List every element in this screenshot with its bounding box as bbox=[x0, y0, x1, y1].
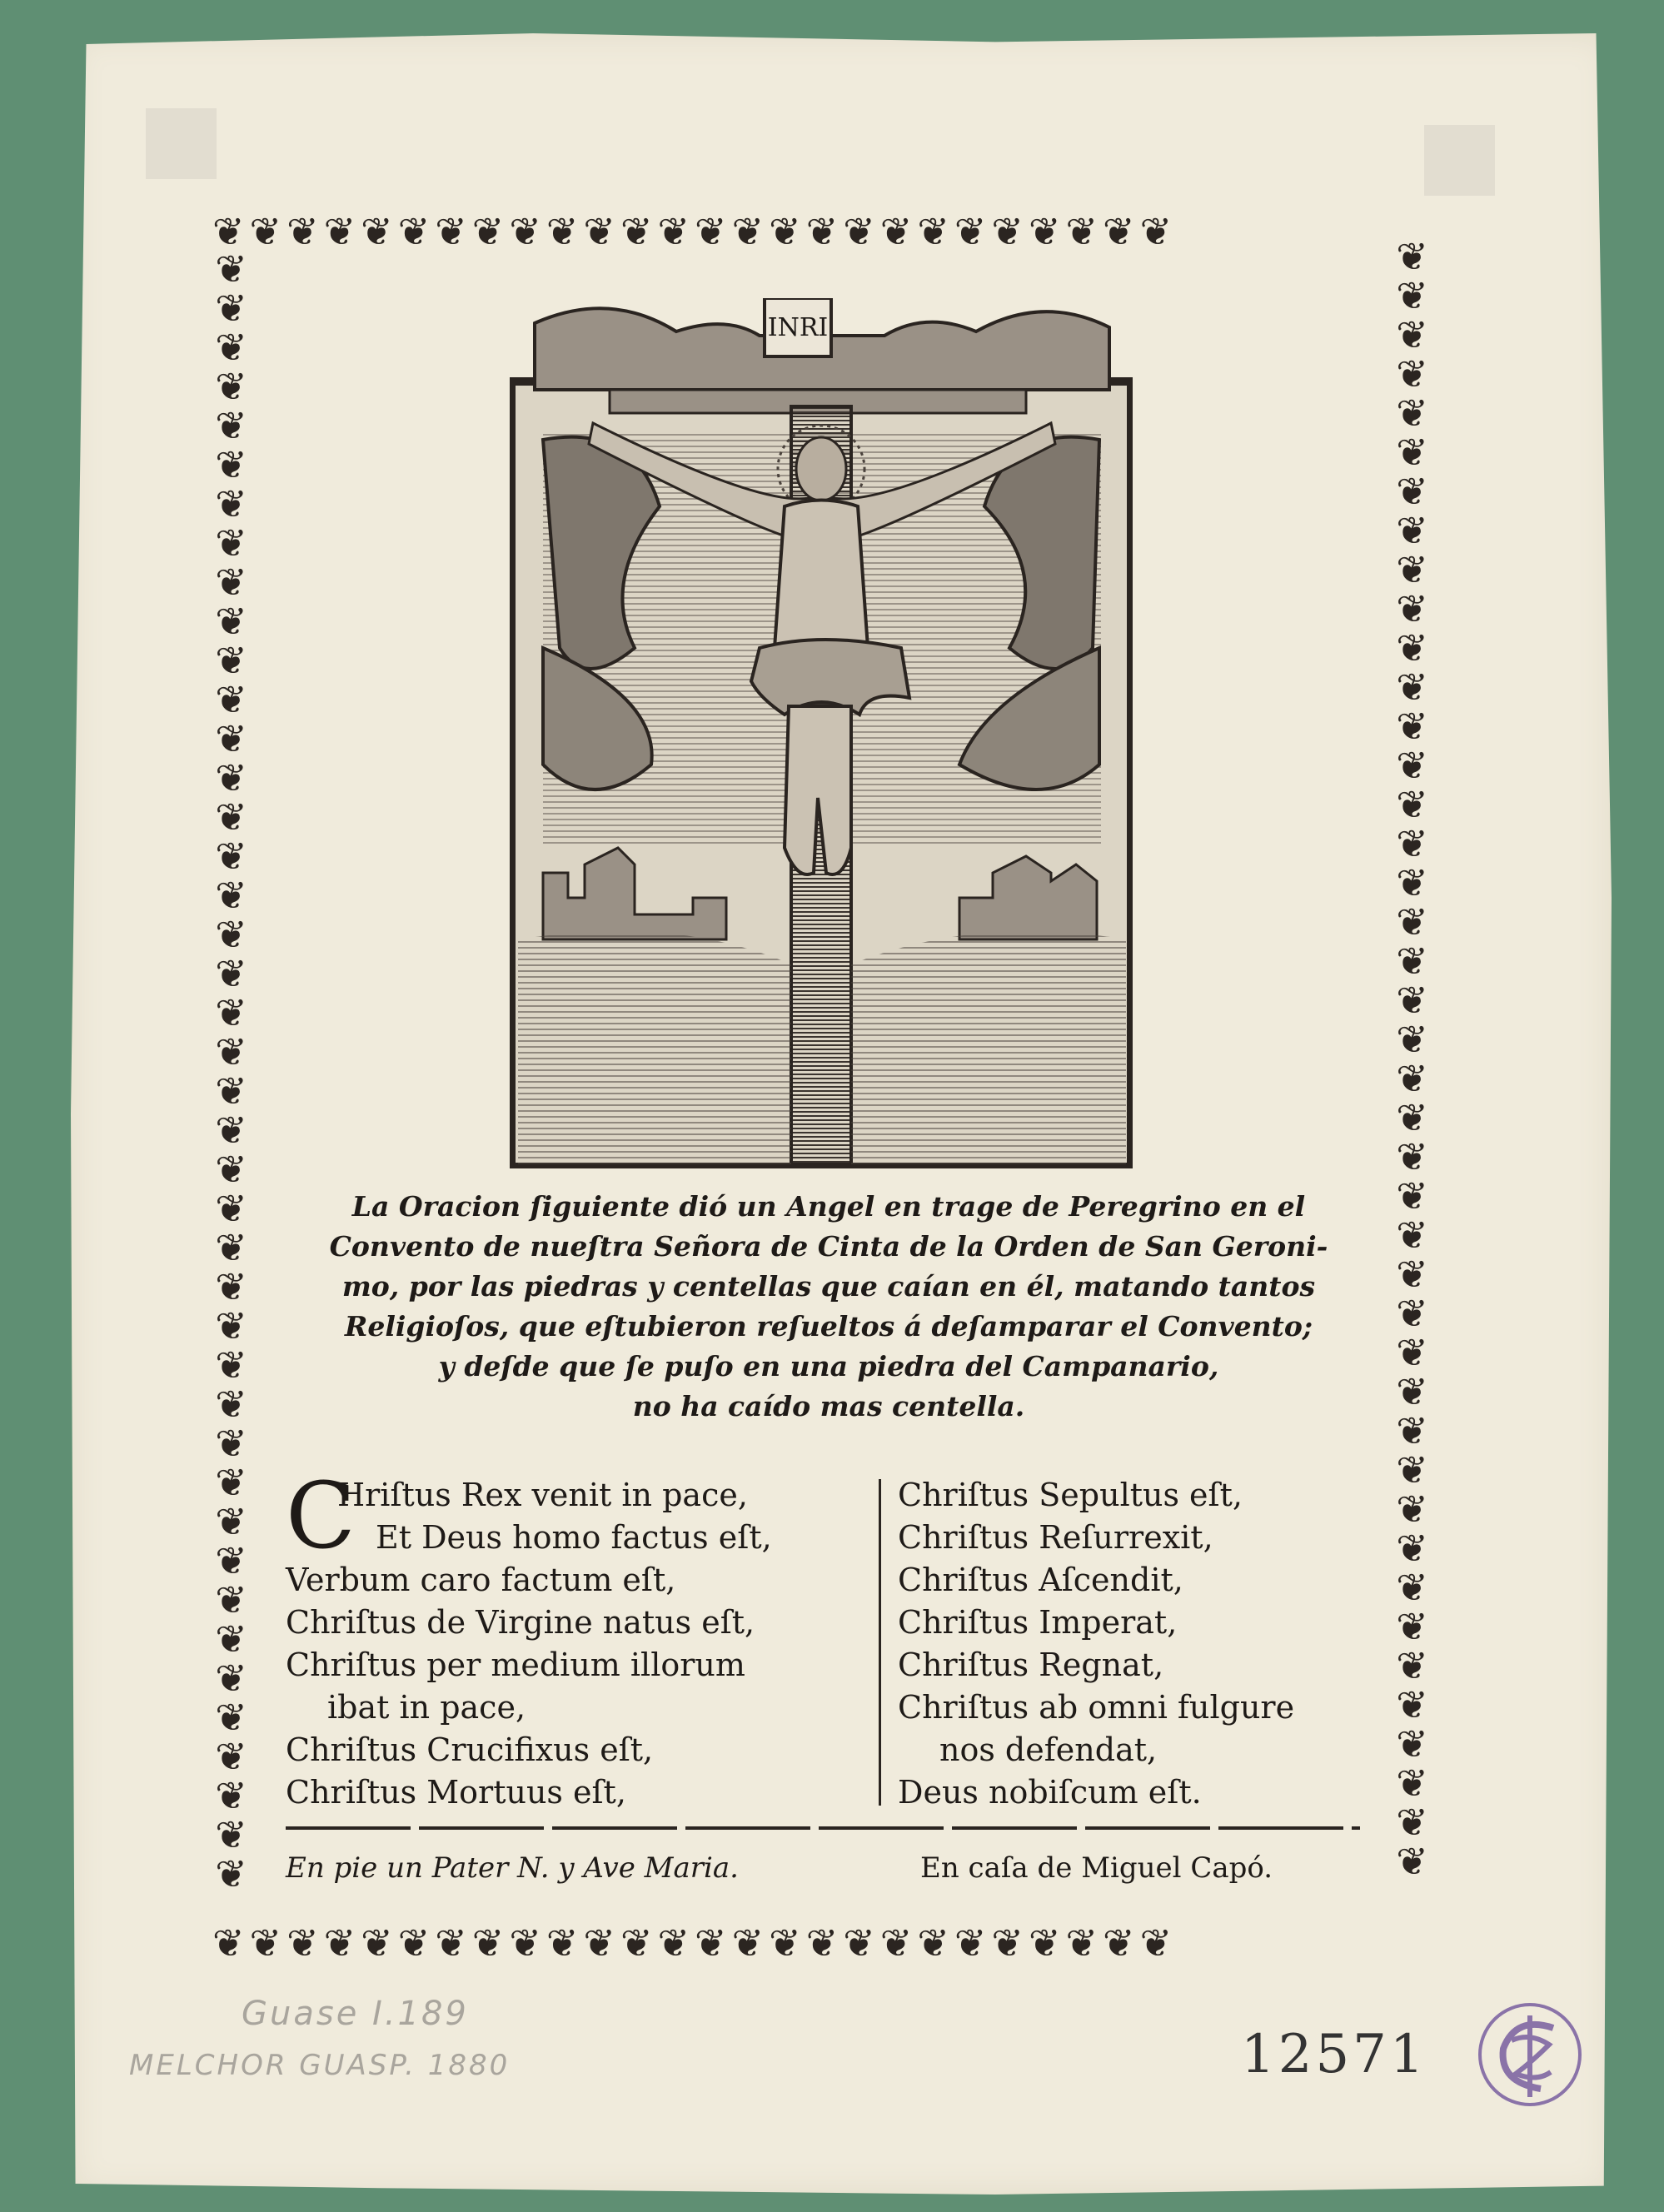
prayer-line: Hriſtus Rex venit in pace, bbox=[337, 1477, 748, 1513]
ornamental-border-right: ❦ ❦ ❦ ❦ ❦ ❦ ❦ ❦ ❦ ❦ ❦ ❦ ❦ ❦ ❦ ❦ ❦ ❦ ❦ ❦ ❦ ❦ ❦ ❦ ❦ ❦ ❦ ❦ ❦ ❦ ❦ ❦ ❦ ❦ ❦ ❦ ❦ ❦ ❦ ❦ ❦ ❦ bbox=[1396, 237, 1428, 1884]
prayer-line: Verbum caro factum eſt, bbox=[286, 1562, 676, 1598]
prayer-introduction bbox=[283, 1187, 1374, 1427]
prayer-line: Chriſtus de Virgine natus eſt, bbox=[286, 1604, 755, 1641]
prayer-line: Deus nobiſcum eſt. bbox=[898, 1774, 1202, 1811]
ornamental-border-top: ❦❦❦❦❦❦❦❦❦❦❦❦❦❦❦❦❦❦❦❦❦❦❦❦❦❦ bbox=[212, 212, 1178, 251]
drop-cap: C bbox=[286, 1462, 356, 1569]
prayer-line: Chriſtus Mortuus eſt, bbox=[286, 1774, 626, 1811]
ornamental-border-bottom: ❦❦❦❦❦❦❦❦❦❦❦❦❦❦❦❦❦❦❦❦❦❦❦❦❦❦ bbox=[212, 1924, 1178, 1962]
library-stamp-icon bbox=[1474, 1999, 1587, 2111]
pencil-attribution: MELCHOR GUASP. 1880 bbox=[129, 2049, 511, 2082]
heading-line: mo, por las piedras y centellas que caían en él, matando tantos bbox=[341, 1270, 1316, 1303]
heading-line: Religioſos, que eſtubieron reſueltos á deſamparar el Convento; bbox=[344, 1310, 1313, 1343]
heading-line: La Oracion ſiguiente dió un Angel en trage de Peregrino en el bbox=[351, 1190, 1306, 1223]
inri-board: INRI bbox=[767, 313, 829, 342]
prayer-line: Chriſtus per medium illorum bbox=[286, 1647, 745, 1683]
printer-imprint: En caſa de Miguel Capó. bbox=[920, 1851, 1273, 1885]
accession-number: 12571 bbox=[1241, 2024, 1427, 2085]
heading-line: no ha caído mas centella. bbox=[632, 1390, 1025, 1422]
ornamental-border-left: ❦ ❦ ❦ ❦ ❦ ❦ ❦ ❦ ❦ ❦ ❦ ❦ ❦ ❦ ❦ ❦ ❦ ❦ ❦ ❦ ❦ ❦ ❦ ❦ ❦ ❦ ❦ ❦ ❦ ❦ ❦ ❦ ❦ ❦ ❦ ❦ ❦ ❦ ❦ ❦ ❦ ❦ bbox=[215, 250, 247, 1896]
prayer-line: Chriſtus ab omni fulgure bbox=[898, 1689, 1295, 1726]
heading-line: Convento de nueſtra Señora de Cinta de la Orden de San Geroni- bbox=[329, 1230, 1328, 1263]
mount-corner bbox=[146, 108, 217, 179]
prayer-line: Et Deus homo factus eſt, bbox=[376, 1519, 772, 1556]
prayer-line: Chriſtus Reſurrexit, bbox=[898, 1519, 1213, 1556]
prayer-line: Chriſtus Regnat, bbox=[898, 1647, 1164, 1683]
prayer-line: nos defendat, bbox=[939, 1731, 1158, 1768]
column-divider bbox=[879, 1479, 881, 1806]
crucifixion-woodcut bbox=[510, 298, 1133, 1168]
prayer-line: Chriſtus Crucifixus eſt, bbox=[286, 1731, 654, 1768]
heading-line: y deſde que ſe puſo en una piedra del Campanario, bbox=[438, 1350, 1219, 1382]
prayer-line: Chriſtus Imperat, bbox=[898, 1604, 1178, 1641]
pencil-shelfmark: Guase I.189 bbox=[242, 1995, 469, 2033]
prayer-line: Chriſtus Aſcendit, bbox=[898, 1562, 1183, 1598]
mount-corner bbox=[1424, 125, 1495, 196]
footer-rule bbox=[286, 1826, 1360, 1830]
prayer-line: ibat in pace, bbox=[327, 1689, 526, 1726]
prayer-right-column bbox=[898, 1474, 1397, 1814]
prayer-line: Chriſtus Sepultus eſt, bbox=[898, 1477, 1243, 1513]
instruction-note: En pie un Pater N. y Ave Maria. bbox=[286, 1851, 739, 1885]
prayer-left-column bbox=[286, 1462, 852, 1814]
